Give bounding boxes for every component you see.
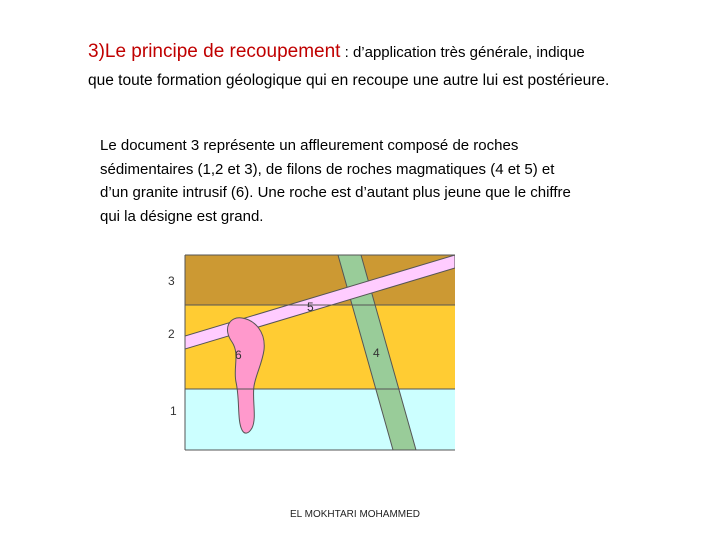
- paragraph-line: Le document 3 représente un affleurement composé de roches: [100, 137, 519, 154]
- dyke-label-5: 5: [307, 300, 314, 314]
- layer-1: [185, 389, 455, 450]
- granite-label-6: 6: [235, 348, 242, 362]
- layer-label-1: 1: [170, 404, 177, 418]
- document-description: [100, 134, 640, 228]
- layer-label-2: 2: [168, 327, 175, 341]
- heading-rest: : d’application très générale, indique: [340, 44, 585, 61]
- author-credit: EL MOKHTARI MOHAMMED: [290, 509, 421, 520]
- paragraph-line: d’un granite intrusif (6). Une roche est d’autant plus jeune que le chiffre: [100, 184, 571, 201]
- geology-diagram: [160, 250, 460, 455]
- layer-label-3: 3: [168, 274, 175, 288]
- heading-line2: que toute formation géologique qui en recoupe une autre lui est postérieure.: [88, 72, 610, 89]
- paragraph-line: qui la désigne est grand.: [100, 207, 264, 225]
- outcrop-svg: [160, 250, 460, 455]
- heading-title: 3)Le principe de recoupement: [88, 41, 341, 62]
- layer-2: [185, 305, 455, 389]
- paragraph-line: sédimentaires (1,2 et 3), de filons de roches magmatiques (4 et 5) et: [100, 160, 555, 178]
- dyke-label-4: 4: [373, 346, 380, 360]
- heading: [88, 38, 688, 95]
